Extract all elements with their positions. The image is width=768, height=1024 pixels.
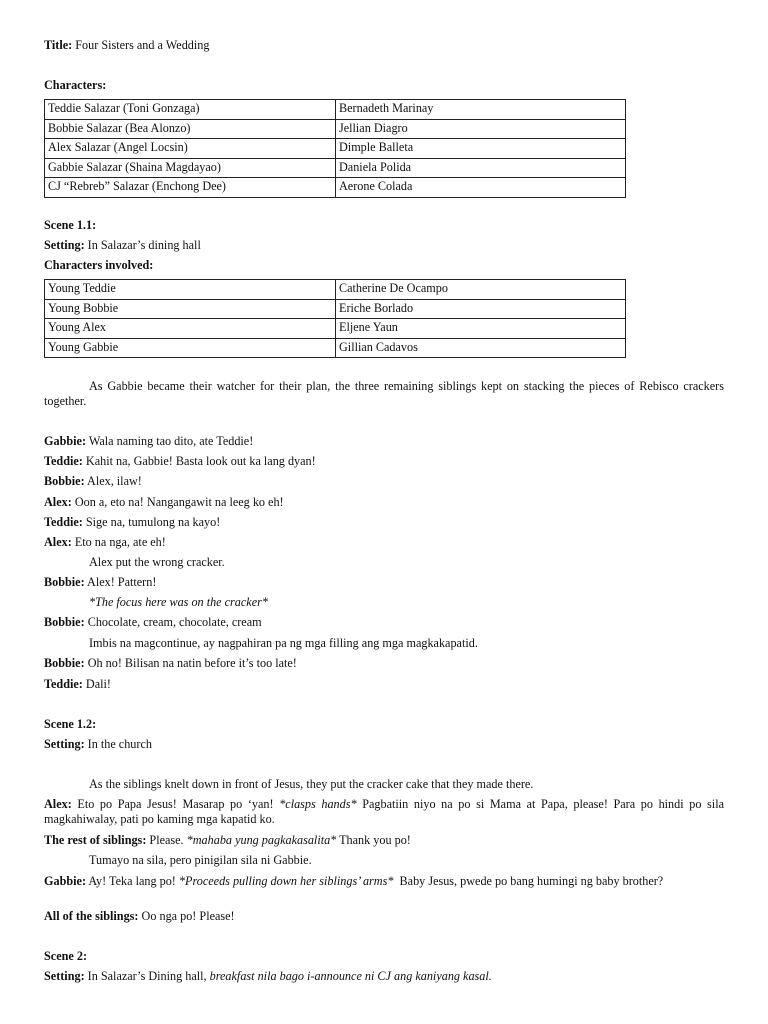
table-row xyxy=(45,158,626,178)
stage-direction: Alex put the wrong cracker. xyxy=(89,555,225,569)
table-row xyxy=(45,299,626,319)
actor-cell: Bernadeth Marinay xyxy=(336,100,626,120)
scene-1-1-cast-table xyxy=(44,279,626,358)
scene-1-1-narration: As Gabbie became their watcher for their plan, the three remaining siblings kept on stacking the pieces of Rebisco crackers together. xyxy=(44,379,724,408)
role-cell: CJ “Rebreb” Salazar (Enchong Dee) xyxy=(45,178,336,198)
characters-involved-heading: Characters involved: xyxy=(44,258,154,272)
role-cell: Teddie Salazar (Toni Gonzaga) xyxy=(45,100,336,120)
role-cell: Young Bobbie xyxy=(45,299,336,319)
actor-cell: Aerone Colada xyxy=(336,178,626,198)
title-value: Four Sisters and a Wedding xyxy=(75,38,210,52)
scene-2-heading: Scene 2: xyxy=(44,949,87,963)
stage-direction: *The focus here was on the cracker* xyxy=(89,595,268,609)
title-line: Title: Four Sisters and a Wedding xyxy=(44,38,210,52)
dialogue-line: Teddie: Kahit na, Gabbie! Basta look out ka lang dyan! xyxy=(44,454,316,468)
role-cell: Young Gabbie xyxy=(45,338,336,358)
scene-1-2-heading: Scene 1.2: xyxy=(44,717,97,731)
dialogue-line: Teddie: Sige na, tumulong na kayo! xyxy=(44,515,221,529)
dialogue-line: Teddie: Dali! xyxy=(44,677,111,691)
dialogue-line: Gabbie: Ay! Teka lang po! *Proceeds pulling down her siblings’ arms* Baby Jesus, pwede po bang humingi ng baby brother? xyxy=(44,874,664,888)
table-row xyxy=(45,319,626,339)
table-row xyxy=(45,280,626,300)
dialogue-line: Alex: Eto po Papa Jesus! Masarap po ‘yan! *clasps hands* Pagbatiin niyo na po si Mama at Papa, please! Para po hindi po sila magkahiwalay, pati po kaming mga kapatid ko. xyxy=(44,797,724,826)
role-cell: Young Teddie xyxy=(45,280,336,300)
stage-direction: Tumayo na sila, pero pinigilan sila ni Gabbie. xyxy=(89,853,312,867)
dialogue-line: Alex: Oon a, eto na! Nangangawit na leeg ko eh! xyxy=(44,495,284,509)
actor-cell: Eriche Borlado xyxy=(336,299,626,319)
actor-cell: Eljene Yaun xyxy=(336,319,626,339)
table-row xyxy=(45,139,626,159)
characters-heading: Characters: xyxy=(44,78,107,92)
actor-cell: Jellian Diagro xyxy=(336,119,626,139)
table-row xyxy=(45,178,626,198)
dialogue-line: Gabbie: Wala naming tao dito, ate Teddie! xyxy=(44,434,254,448)
role-cell: Gabbie Salazar (Shaina Magdayao) xyxy=(45,158,336,178)
table-row xyxy=(45,119,626,139)
scene-1-1-setting: Setting: In Salazar’s dining hall xyxy=(44,238,201,252)
actor-cell: Dimple Balleta xyxy=(336,139,626,159)
table-row xyxy=(45,100,626,120)
dialogue-line: Bobbie: Oh no! Bilisan na natin before it’s too late! xyxy=(44,656,297,670)
stage-direction: Imbis na magcontinue, ay nagpahiran pa ng mga filling ang mga magkakapatid. xyxy=(89,636,478,650)
role-cell: Bobbie Salazar (Bea Alonzo) xyxy=(45,119,336,139)
dialogue-line: The rest of siblings: Please. *mahaba yung pagkakasalita* Thank you po! xyxy=(44,833,411,847)
role-cell: Young Alex xyxy=(45,319,336,339)
table-row xyxy=(45,338,626,358)
scene-2-setting: Setting: In Salazar’s Dining hall, breakfast nila bago i-announce ni CJ ang kaniyang kasal. xyxy=(44,969,492,983)
dialogue-line: All of the siblings: Oo nga po! Please! xyxy=(44,909,235,923)
dialogue-line: Alex: Eto na nga, ate eh! xyxy=(44,535,166,549)
title-label: Title xyxy=(44,38,69,52)
scene-1-2-narration: As the siblings knelt down in front of Jesus, they put the cracker cake that they made there. xyxy=(89,777,534,791)
dialogue-line: Bobbie: Alex, ilaw! xyxy=(44,474,142,488)
actor-cell: Gillian Cadavos xyxy=(336,338,626,358)
role-cell: Alex Salazar (Angel Locsin) xyxy=(45,139,336,159)
actor-cell: Catherine De Ocampo xyxy=(336,280,626,300)
scene-1-2-setting: Setting: In the church xyxy=(44,737,152,751)
dialogue-line: Bobbie: Alex! Pattern! xyxy=(44,575,157,589)
actor-cell: Daniela Polida xyxy=(336,158,626,178)
dialogue-line: Bobbie: Chocolate, cream, chocolate, cream xyxy=(44,615,262,629)
scene-1-1-heading: Scene 1.1: xyxy=(44,218,97,232)
characters-table xyxy=(44,99,626,198)
